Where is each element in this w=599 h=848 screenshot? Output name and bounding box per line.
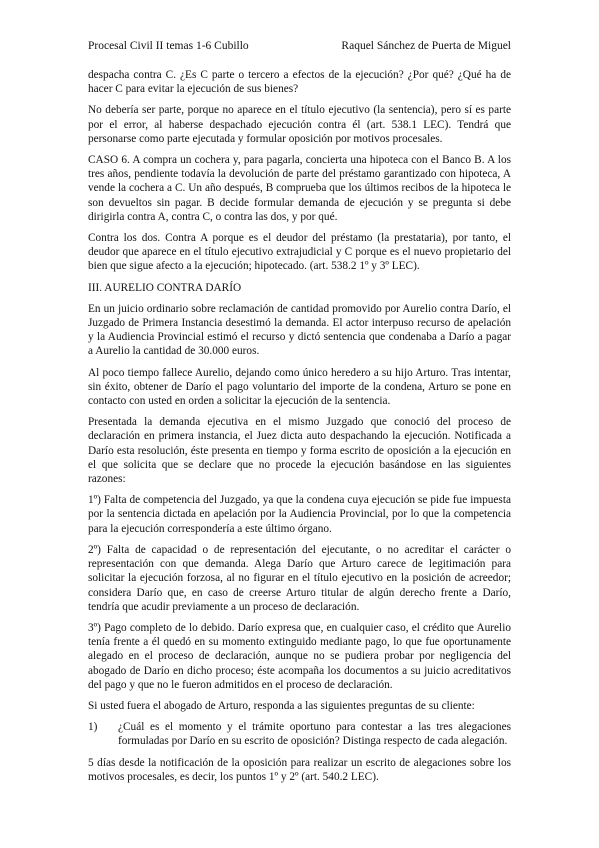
paragraph: 2º) Falta de capacidad o de representación del ejecutante, o no acreditar el carácter o representación con que demanda. Alega Darío que Arturo carece de legitimación para solicitar la ejecución forzosa, al no figurar en el título ejecutivo en la posición de acreedor; considera Darío que, en caso de creerse Arturo titular de algún derecho frente a Darío, tendría que acudir previamente a un proceso de declaración. — [88, 543, 511, 613]
document-body — [88, 68, 511, 791]
paragraph: Presentada la demanda ejecutiva en el mismo Juzgado que conoció del proceso de declaración en primera instancia, el Juez dicta auto despachando la ejecución. Notificada a Darío esta resolución, éste presenta en tiempo y forma escrito de oposición a la ejecución en el que solicita que se declare que no procede la ejecución basándose en las siguientes razones: — [88, 416, 511, 486]
header-right: Raquel Sánchez de Puerta de Miguel — [341, 40, 511, 52]
paragraph: 5 días desde la notificación de la oposición para realizar un escrito de alegaciones sobre los motivos procesales, es decir, los puntos 1º y 2º (art. 540.2 LEC). — [88, 756, 511, 783]
paragraph: Al poco tiempo fallece Aurelio, dejando como único heredero a su hijo Arturo. Tras intentar, sin éxito, obtener de Darío el pago voluntario del importe de la condena, Arturo se pone en contacto con usted en orden a solicitar la ejecución de la sentencia. — [88, 366, 511, 408]
paragraph: despacha contra C. ¿Es C parte o tercero a efectos de la ejecución? ¿Por qué? ¿Qué ha de hacer C para evitar la ejecución de sus bienes? — [88, 69, 511, 96]
question-item — [88, 720, 511, 748]
question-number: 1) — [88, 721, 98, 734]
page-header — [88, 40, 511, 52]
paragraph: Si usted fuera el abogado de Arturo, responda a las siguientes preguntas de su cliente: — [88, 699, 475, 712]
paragraph: 1º) Falta de competencia del Juzgado, ya que la condena cuya ejecución se pide fue impuesta por la sentencia dictada en apelación por la Audiencia Provincial, por lo que la competencia para la ejecución correspondería a este último órgano. — [88, 494, 511, 535]
header-left: Procesal Civil II temas 1-6 Cubillo — [88, 40, 249, 52]
paragraph: En un juicio ordinario sobre reclamación de cantidad promovido por Aurelio contra Darío, el Juzgado de Primera Instancia desestimó la demanda. El actor interpuso recurso de apelación y la Audiencia Provincial estimó el recurso y dictó sentencia que condenaba a Darío a pagar a Aurelio la cantidad de 30.000 euros. — [88, 302, 511, 358]
question-text: ¿Cuál es el momento y el trámite oportuno para contestar a las tres alegaciones formuladas por Darío en su escrito de oposición? Distinga respecto de cada alegación. — [118, 721, 511, 748]
paragraph: 3º) Pago completo de lo debido. Darío expresa que, en cualquier caso, el crédito que Aurelio tenía frente a él quedó en su momento extinguido mediante pago, lo que fue oportunamente alegado en el proceso de declaración, aunque no se pudiera probar por negligencia del abogado de Darío en dicho proceso; éste acompaña los documentos a su juicio acreditativos del pago y que no le fueron admitidos en el proceso de declaración. — [88, 621, 511, 691]
paragraph: Contra los dos. Contra A porque es el deudor del préstamo (la prestataria), por tanto, el deudor que aparece en el título ejecutivo extrajudicial y C porque es el nuevo propietario del bien que sigue afecto a la ejecución; hipotecado. (art. 538.2 1º y 3º LEC). — [88, 232, 511, 273]
paragraph: No debería ser parte, porque no aparece en el título ejecutivo (la sentencia), pero sí es parte por el error, al haberse despachado ejecución contra él (art. 538.1 LEC). Tendrá que personarse como parte ejecutada y formular oposición por motivos procesales. — [88, 104, 511, 145]
paragraph: CASO 6. A compra un cochera y, para pagarla, concierta una hipoteca con el Banco B. A los tres años, pendiente todavía la devolución de parte del préstamo garantizado con hipoteca, A vende la cochera a C. Un año después, B comprueba que los últimos recibos de la hipoteca le son devueltos sin pagar. B decide formular demanda de ejecución y se pregunta si debe dirigirla contra A, contra C, o contra las dos, y por qué. — [88, 154, 511, 223]
section-title: III. AURELIO CONTRA DARÍO — [88, 281, 242, 294]
